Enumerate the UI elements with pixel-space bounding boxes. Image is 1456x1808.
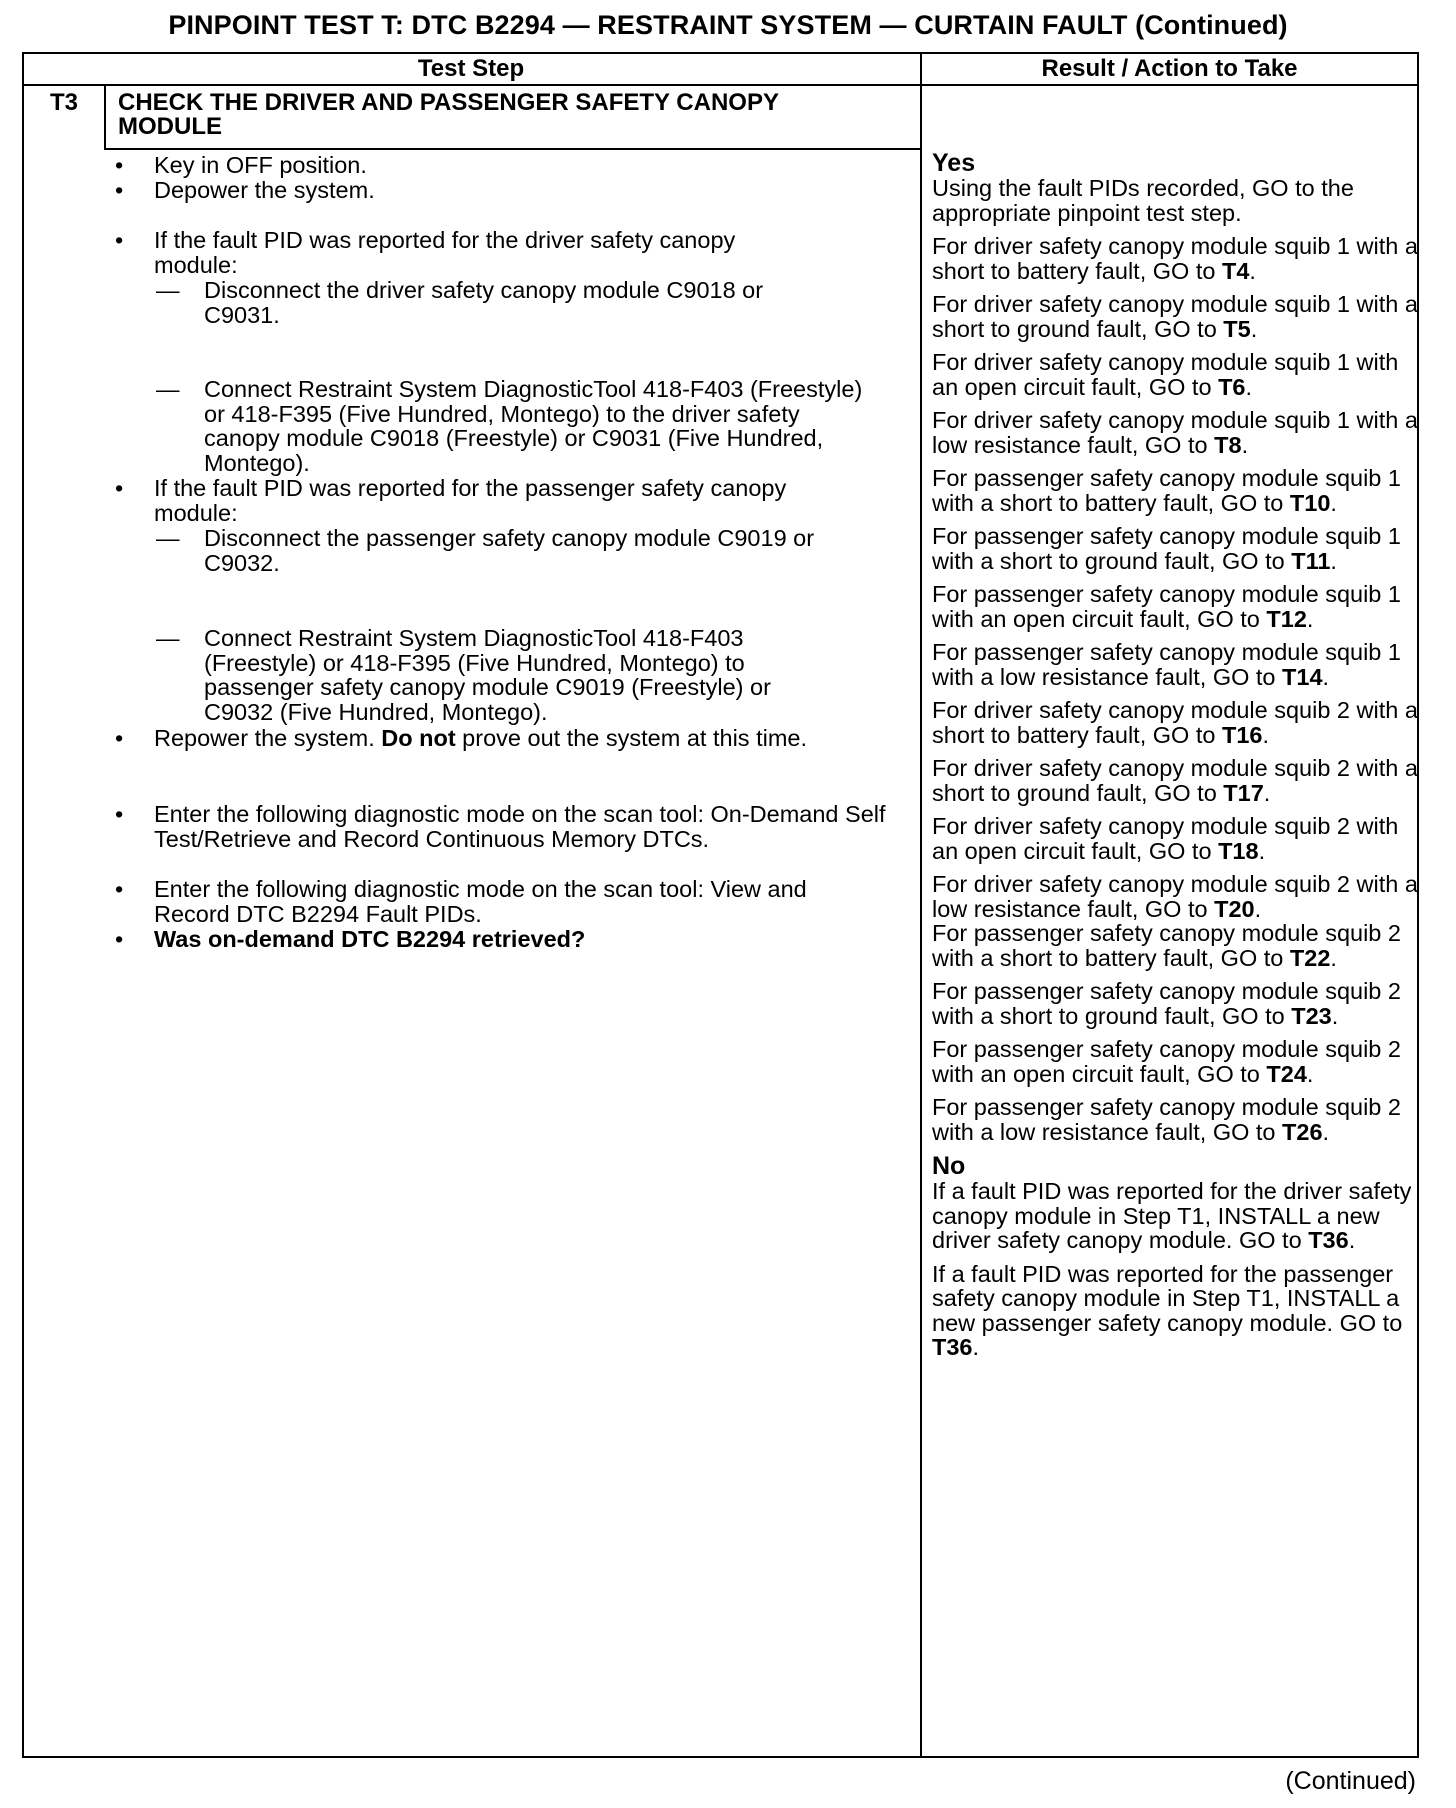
instruction-text: Connect Restraint System DiagnosticTool 418-F403 (Freestyle) or 418-F395 (Five Hundred, Montego) to passenger safety canopy module C9019 (Freestyle) or C9032 (Five Hundred, Montego). [204,625,771,725]
result-item: For driver safety canopy module squib 2 with an open circuit fault, GO to T18. [932,813,1399,864]
result-item: For passenger safety canopy module squib 2 with a low resistance fault, GO to T26. [932,1094,1401,1145]
result-item: For passenger safety canopy module squib 2 with a short to battery fault, GO to T22. [932,920,1401,971]
instruction-text: If the fault PID was reported for the passenger safety canopy module: [154,475,787,526]
bullet-icon: • [115,725,124,751]
step-id: T3 [49,89,78,116]
bullet-icon: • [115,876,124,902]
step-id-divider [104,84,106,150]
page-title: PINPOINT TEST T: DTC B2294 — RESTRAINT SYSTEM — CURTAIN FAULT (Continued) [168,10,1288,40]
bullet-icon: • [115,177,124,203]
result-item: For driver safety canopy module squib 2 with a short to battery fault, GO to T16. [932,697,1418,748]
instruction-text: If the fault PID was reported for the driver safety canopy module: [154,227,736,278]
instruction-text: Repower the system. Do not prove out the system at this time. [154,725,807,751]
result-item: For passenger safety canopy module squib 2 with a short to ground fault, GO to T23. [932,978,1401,1029]
result-item: If a fault PID was reported for the driver safety canopy module in Step T1, INSTALL a new driver safety canopy module. GO to T36. [932,1178,1412,1253]
instruction-text: Connect Restraint System DiagnosticTool 418-F403 (Freestyle) or 418-F395 (Five Hundred, Montego) to the driver safety canopy module C9018 (Freestyle) or C9031 (Five Hundred, Montego). [204,376,863,476]
result-item: For driver safety canopy module squib 1 with a low resistance fault, GO to T8. [932,407,1418,458]
header-divider [22,84,1419,86]
dash-icon: — [156,277,180,303]
dash-icon: — [156,376,180,402]
dash-icon: — [156,525,180,551]
result-item: If a fault PID was reported for the passenger safety canopy module in Step T1, INSTALL a new passenger safety canopy module. GO to T36. [932,1260,1403,1360]
result-item: For passenger safety canopy module squib 2 with an open circuit fault, GO to T24. [932,1036,1401,1087]
result-item: For driver safety canopy module squib 1 with a short to ground fault, GO to T5. [932,291,1418,342]
bullet-icon: • [115,926,124,952]
yes-label: Yes [932,149,976,177]
result-item: For driver safety canopy module squib 1 with a short to battery fault, GO to T4. [932,233,1418,284]
yes-intro: Using the fault PIDs recorded, GO to the appropriate pinpoint test step. [932,175,1354,226]
dash-icon: — [156,625,180,651]
result-item: For driver safety canopy module squib 2 with a short to ground fault, GO to T17. [932,755,1418,806]
no-label: No [932,1152,966,1180]
instruction-text: Disconnect the passenger safety canopy module C9019 or C9032. [204,525,815,576]
instruction-text: Depower the system. [154,177,375,203]
result-item: For driver safety canopy module squib 1 with an open circuit fault, GO to T6. [932,349,1399,400]
instruction-text: Disconnect the driver safety canopy module C9018 or C9031. [204,277,764,328]
bullet-icon: • [115,227,124,253]
instruction-text: Enter the following diagnostic mode on the scan tool: View and Record DTC B2294 Fault PIDs. [154,876,807,927]
result-column [932,150,1422,1369]
result-item: For passenger safety canopy module squib 1 with a short to battery fault, GO to T10. [932,465,1401,516]
bullet-icon: • [115,152,124,178]
continued-footer: (Continued) [1285,1767,1416,1795]
result-item: For passenger safety canopy module squib 1 with a low resistance fault, GO to T14. [932,639,1401,690]
header-test-step: Test Step [417,55,525,82]
step-title: CHECK THE DRIVER AND PASSENGER SAFETY CANOPY MODULE [118,89,779,140]
result-item: For passenger safety canopy module squib 1 with a short to ground fault, GO to T11. [932,523,1401,574]
instruction-text: Enter the following diagnostic mode on the scan tool: On-Demand Self Test/Retrieve and Record Continuous Memory DTCs. [154,801,886,852]
header-result-action: Result / Action to Take [1041,55,1298,82]
instruction-text: Key in OFF position. [154,152,367,178]
step-title-divider [104,148,920,150]
bullet-icon: • [115,801,124,827]
result-item: For driver safety canopy module squib 2 with a low resistance fault, GO to T20. [932,871,1418,922]
bullet-icon: • [115,475,124,501]
column-divider [920,52,922,1758]
question-text: Was on-demand DTC B2294 retrieved? [154,926,586,952]
result-item: For passenger safety canopy module squib 1 with an open circuit fault, GO to T12. [932,581,1401,632]
